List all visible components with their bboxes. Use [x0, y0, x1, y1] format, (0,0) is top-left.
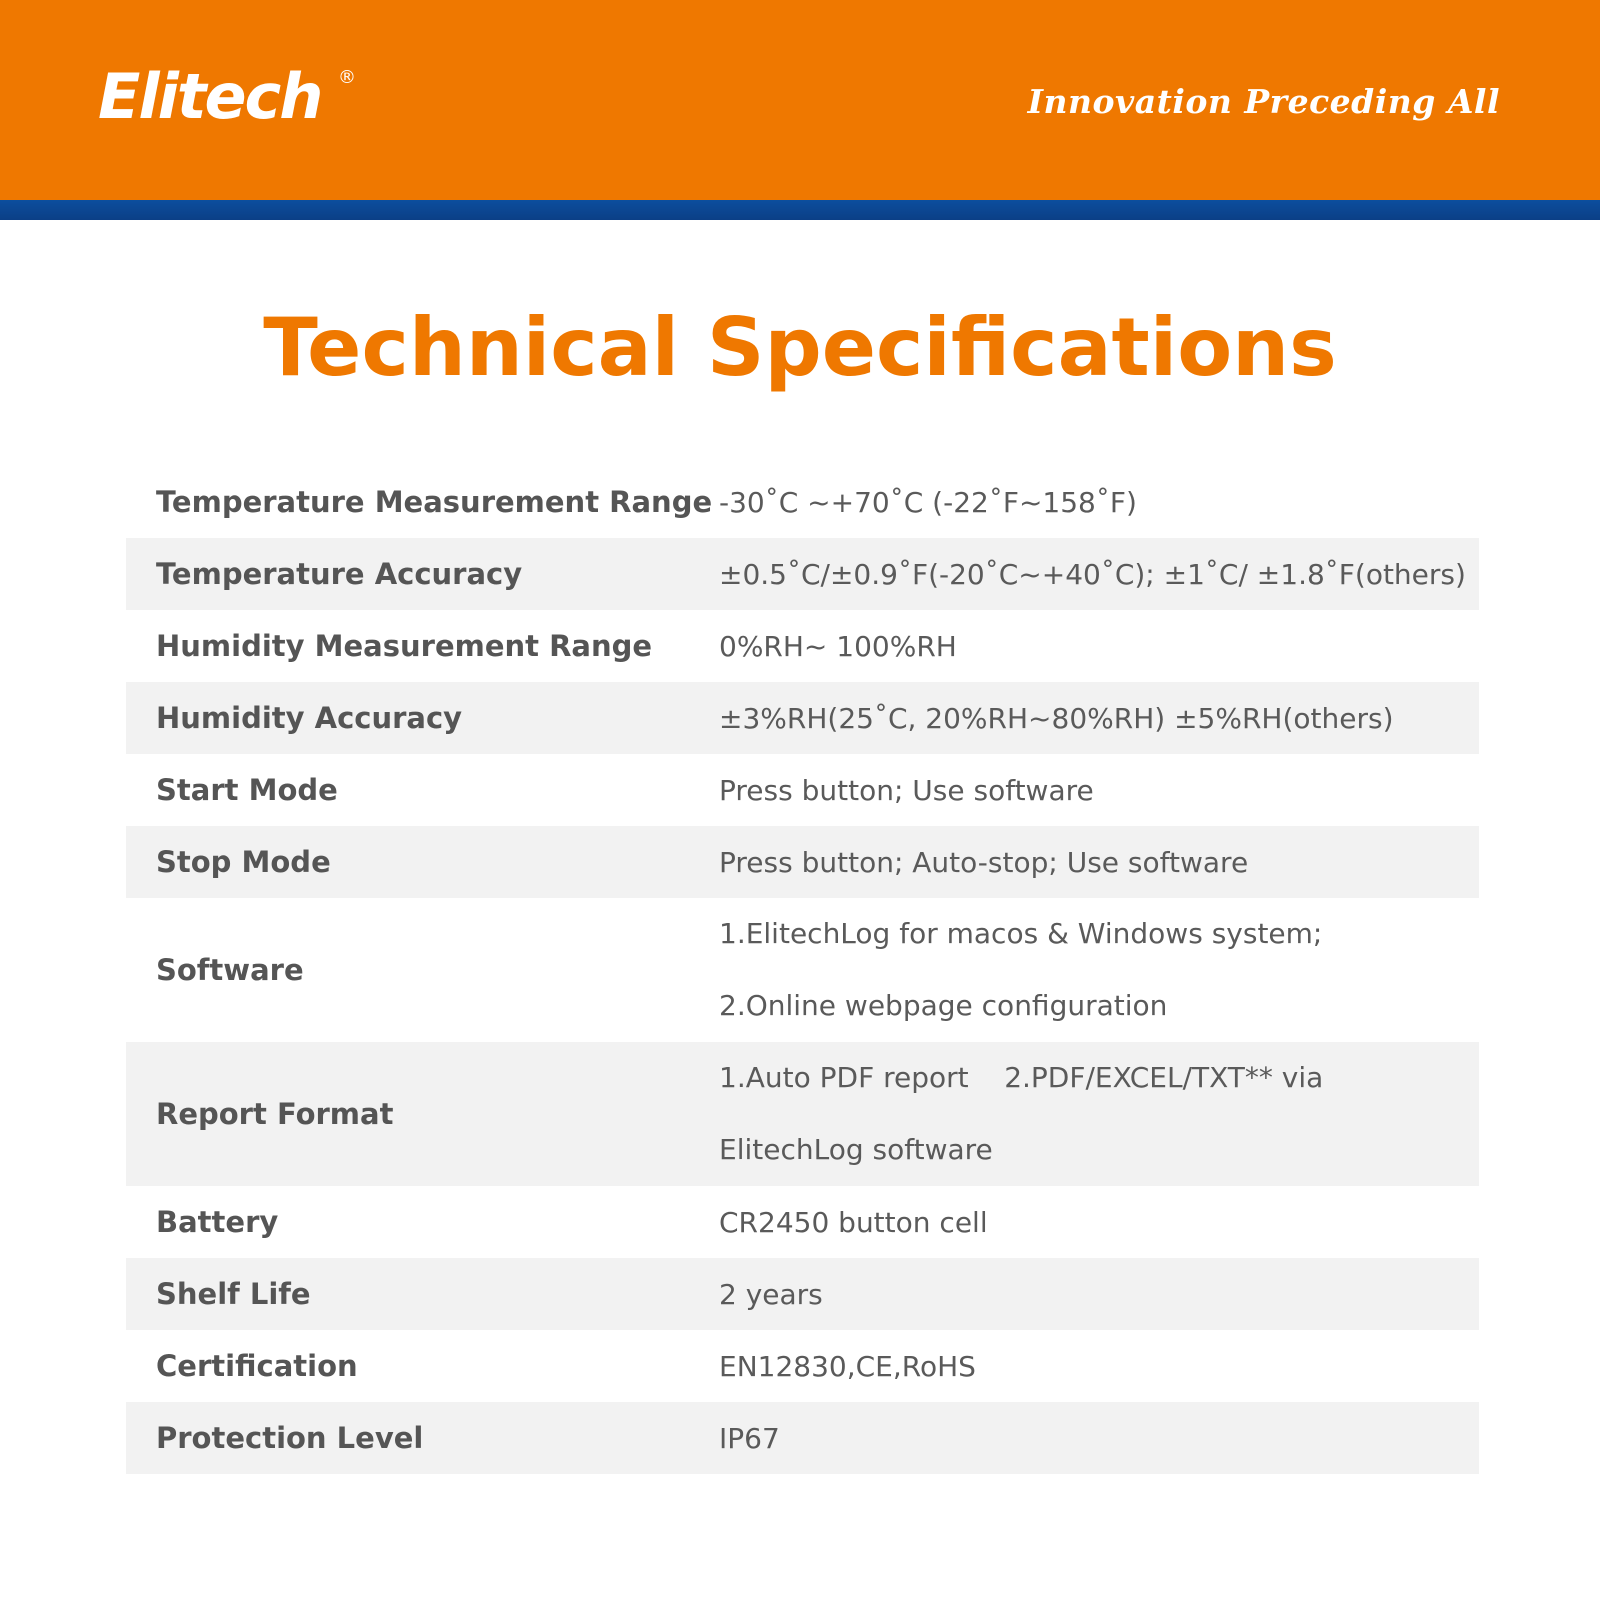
header-stripe — [0, 200, 1600, 220]
spec-value: Press button; Use software — [719, 773, 1094, 807]
spec-value: ±0.5˚C/±0.9˚F(-20˚C~+40˚C); ±1˚C/ ±1.8˚F(others) — [719, 557, 1466, 591]
spec-table — [126, 466, 1479, 1474]
spec-label: Temperature Measurement Range — [156, 485, 713, 519]
spec-row — [126, 898, 1479, 1042]
brand-logo: Elitech — [98, 60, 322, 133]
spec-value: Press button; Auto-stop; Use software — [719, 845, 1249, 879]
spec-row — [126, 1330, 1479, 1402]
spec-row — [126, 1402, 1479, 1474]
spec-value — [719, 1042, 1479, 1186]
registered-mark: ® — [338, 67, 356, 88]
spec-row — [126, 538, 1479, 610]
spec-value-line: 2.Online webpage configuration — [719, 989, 1168, 1022]
spec-value-line: ElitechLog software — [719, 1133, 993, 1166]
spec-value: ±3%RH(25˚C, 20%RH~80%RH) ±5%RH(others) — [719, 701, 1394, 735]
spec-label: Protection Level — [156, 1421, 424, 1455]
spec-label: Report Format — [156, 1097, 394, 1131]
spec-value: EN12830,CE,RoHS — [719, 1349, 976, 1383]
spec-value: 2 years — [719, 1277, 823, 1311]
spec-value: IP67 — [719, 1421, 780, 1455]
spec-row — [126, 1186, 1479, 1258]
spec-label: Stop Mode — [156, 845, 331, 879]
spec-value: -30˚C ~+70˚C (-22˚F~158˚F) — [719, 485, 1137, 519]
page-title: Technical Specifications — [263, 301, 1337, 394]
spec-label: Software — [156, 953, 304, 987]
spec-row — [126, 754, 1479, 826]
spec-value: 0%RH~ 100%RH — [719, 629, 957, 663]
spec-row — [126, 1042, 1479, 1186]
spec-row — [126, 1258, 1479, 1330]
spec-row — [126, 466, 1479, 538]
spec-label: Humidity Accuracy — [156, 701, 463, 735]
spec-label: Shelf Life — [156, 1277, 311, 1311]
spec-value — [719, 898, 1479, 1042]
spec-label: Battery — [156, 1205, 279, 1239]
spec-label: Certification — [156, 1349, 358, 1383]
spec-row — [126, 826, 1479, 898]
spec-value-line: 1.ElitechLog for macos & Windows system; — [719, 917, 1323, 950]
spec-row — [126, 682, 1479, 754]
brand-slogan: Innovation Preceding All — [1027, 82, 1500, 121]
spec-value: CR2450 button cell — [719, 1205, 988, 1239]
spec-label: Start Mode — [156, 773, 338, 807]
spec-label: Humidity Measurement Range — [156, 629, 653, 663]
spec-row — [126, 610, 1479, 682]
spec-label: Temperature Accuracy — [156, 557, 523, 591]
spec-value-line: 1.Auto PDF report 2.PDF/EXCEL/TXT** via — [719, 1061, 1324, 1094]
